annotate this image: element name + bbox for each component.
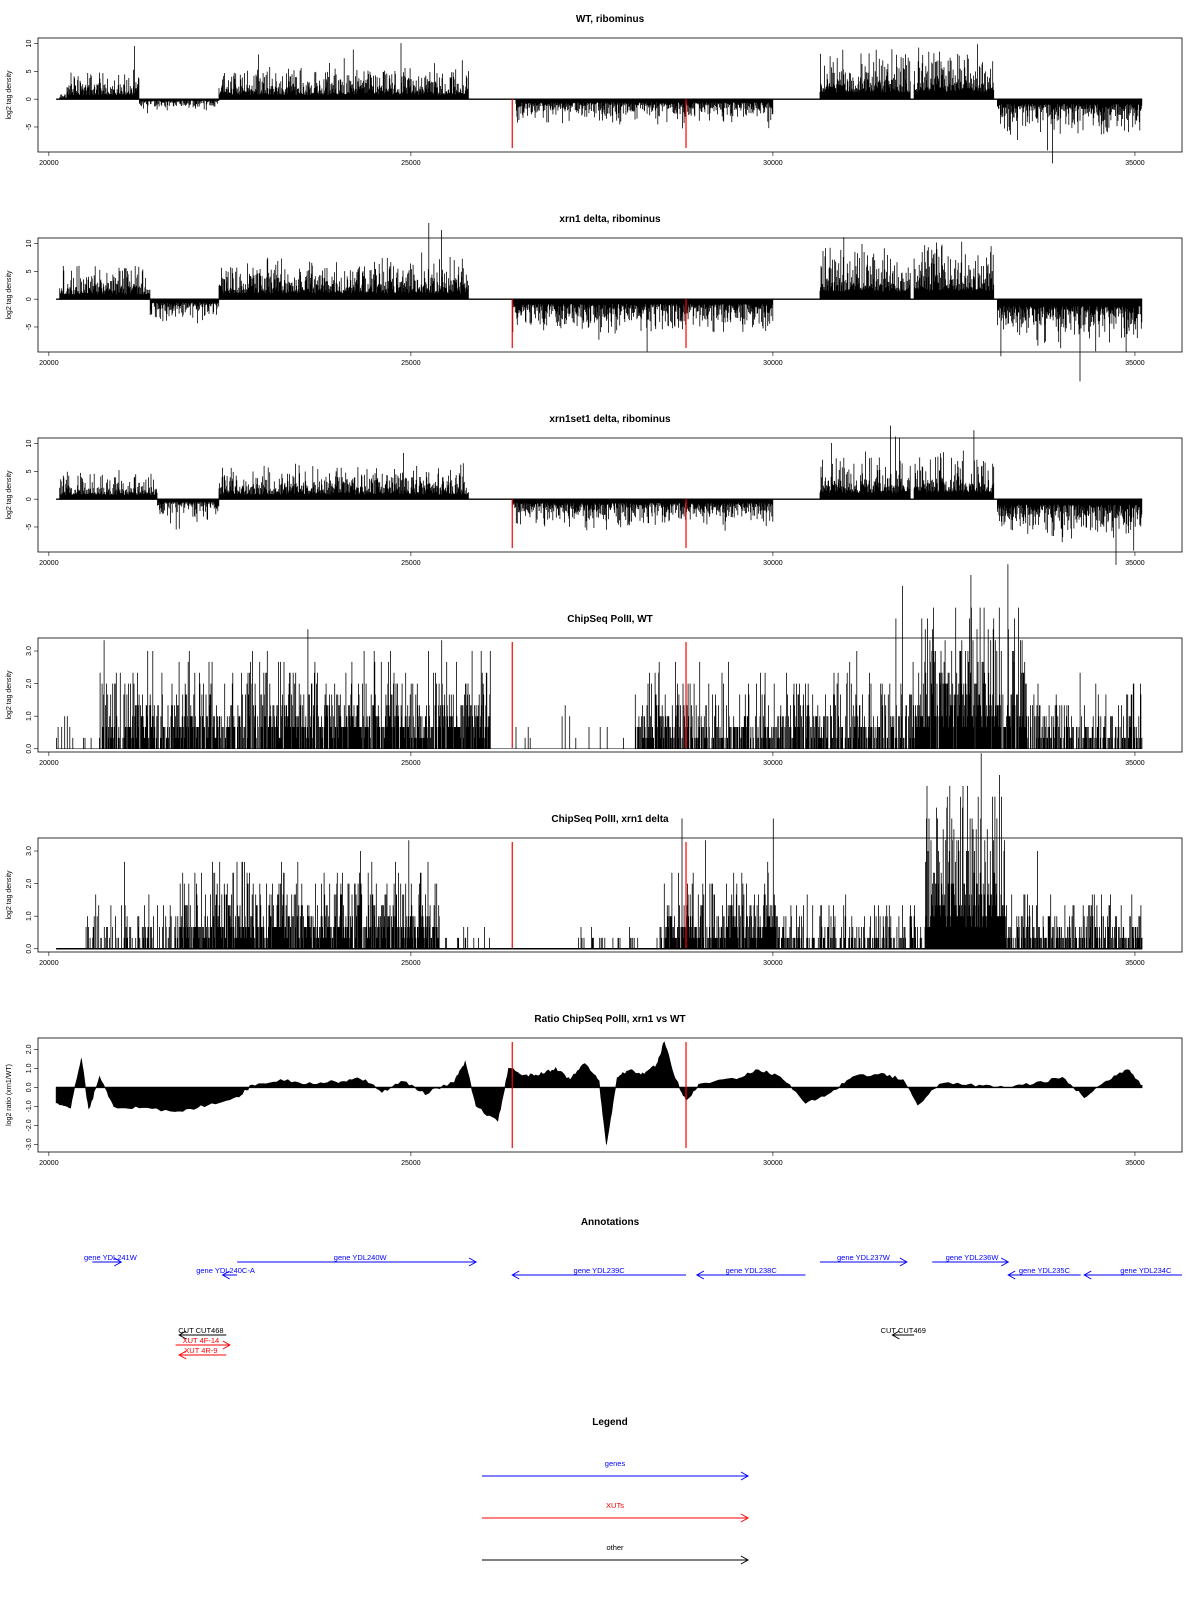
annotation-label: gene YDL236W [945,1253,999,1262]
density-bars [60,426,1142,565]
y-tick-label: 10 [26,239,33,248]
panel-wt-ribominus [6,14,1182,167]
data-series [57,564,1142,749]
y-tick-label: -1.0 [26,1100,33,1113]
annotation-label: gene YDL235C [1018,1266,1071,1275]
x-tick-label: 25000 [401,760,421,767]
data-series [56,1042,1142,1145]
annotation-feature [196,1266,255,1279]
y-tick-label: 1.0 [26,911,33,922]
density-bars [57,564,1142,749]
density-bars [60,43,1142,163]
data-series [60,223,1142,381]
x-tick-label: 30000 [763,560,783,567]
x-tick-label: 30000 [763,960,783,967]
y-tick-label: -2.0 [26,1119,33,1132]
y-tick-label: -3.0 [26,1138,33,1151]
y-tick-label: -5 [26,323,33,331]
panel-ratio-chipseq [6,1014,1182,1167]
annotation-label: gene YDL240C-A [196,1266,255,1275]
annotation-label: gene YDL238C [725,1266,777,1275]
annotation-feature [1084,1266,1182,1279]
annotation-label: XUT 4R-9 [184,1346,218,1355]
y-axis-label: log2 tag density [6,670,13,720]
y-tick-label: 0 [26,97,33,102]
x-tick-label: 20000 [39,960,59,967]
y-tick-label: -5 [26,523,33,531]
y-tick-label: 0.0 [26,743,33,754]
annotation-feature [84,1253,138,1266]
annotation-feature [697,1266,806,1279]
data-series [86,753,1142,948]
y-tick-label: 5 [26,69,33,74]
x-tick-label: 35000 [1125,560,1145,567]
y-tick-label: 0 [26,497,33,502]
data-series [60,426,1142,565]
legend-layer [482,1417,748,1564]
panel-title: xrn1set1 delta, ribominus [549,414,671,425]
x-tick-label: 25000 [401,1160,421,1167]
annotation-label: CUT CUT469 [880,1326,926,1335]
panel-title: WT, ribominus [575,14,645,25]
legend-label: XUTs [606,1501,624,1510]
annotations-layer [84,1217,1182,1359]
panel-title: ChipSeq PolII, WT [567,614,653,625]
y-tick-label: 5 [26,469,33,474]
x-tick-label: 20000 [39,560,59,567]
y-tick-label: 1.0 [26,711,33,722]
x-tick-label: 25000 [401,960,421,967]
y-tick-label: -5 [26,123,33,131]
x-tick-label: 25000 [401,360,421,367]
plot-frame [38,438,1182,552]
y-axis-label: log2 tag density [6,70,13,120]
y-tick-label: 0.0 [26,943,33,954]
y-tick-label: 3.0 [26,846,33,856]
annotation-label: gene YDL240W [333,1253,387,1262]
x-tick-label: 20000 [39,1160,59,1167]
x-tick-label: 30000 [763,1160,783,1167]
panel-xrn1set1-ribominus [6,414,1182,567]
annotations-title: Annotations [580,1217,640,1228]
annotation-feature [820,1253,907,1266]
panel-xrn1-ribominus [6,214,1182,381]
x-tick-label: 30000 [763,160,783,167]
panel-title: xrn1 delta, ribominus [559,214,661,225]
annotation-label: XUT 4F-14 [182,1336,220,1345]
x-tick-label: 25000 [401,560,421,567]
x-tick-label: 30000 [763,360,783,367]
plot-frame [38,38,1182,152]
annotation-label: gene YDL239C [573,1266,625,1275]
panel-chipseq-polii-xrn1 [6,753,1182,967]
plot-frame [38,238,1182,352]
legend-item [482,1459,748,1480]
density-bars [86,753,1142,948]
y-tick-label: 2.0 [26,1044,33,1055]
annotation-feature [237,1253,476,1266]
density-bars [60,223,1142,381]
y-tick-label: 1.0 [26,1063,33,1074]
y-tick-label: 5 [26,269,33,274]
annotation-label: gene YDL241W [83,1253,137,1262]
data-series [60,43,1142,163]
y-tick-label: 3.0 [26,646,33,656]
panel-title: Ratio ChipSeq PolII, xrn1 vs WT [534,1014,686,1025]
y-tick-label: 2.0 [26,678,33,689]
x-tick-label: 35000 [1125,360,1145,367]
x-tick-label: 20000 [39,160,59,167]
x-tick-label: 20000 [39,360,59,367]
annotation-label: gene YDL237W [837,1253,890,1262]
legend-title: Legend [592,1417,628,1428]
annotation-label: gene YDL234C [1120,1266,1172,1275]
legend-label: genes [604,1459,626,1468]
annotation-feature [512,1266,686,1279]
ratio-area [56,1042,1142,1145]
panels-layer [6,14,1182,1167]
y-axis-label: log2 tag density [6,470,13,520]
annotation-feature [932,1253,1008,1266]
x-tick-label: 35000 [1125,160,1145,167]
panel-chipseq-polii-wt [6,564,1182,767]
legend-item [482,1501,748,1522]
x-tick-label: 25000 [401,160,421,167]
panel-title: ChipSeq PolII, xrn1 delta [551,814,669,825]
y-tick-label: 0.0 [26,1082,33,1093]
y-tick-label: 10 [26,39,33,48]
annotation-label: CUT CUT468 [178,1326,224,1335]
x-tick-label: 35000 [1125,760,1145,767]
x-tick-label: 20000 [39,760,59,767]
annotation-feature [179,1346,226,1359]
legend-item [482,1543,748,1564]
annotation-feature [1008,1266,1080,1279]
x-tick-label: 30000 [763,760,783,767]
annotation-feature [881,1326,926,1339]
y-tick-label: 0 [26,297,33,302]
y-axis-label: log2 ratio (xrn1/WT) [6,1064,13,1126]
x-tick-label: 35000 [1125,1160,1145,1167]
y-axis-label: log2 tag density [6,270,13,320]
y-axis-label: log2 tag density [6,870,13,920]
y-tick-label: 10 [26,439,33,448]
x-tick-label: 35000 [1125,960,1145,967]
y-tick-label: 2.0 [26,878,33,889]
legend-label: other [606,1543,624,1552]
